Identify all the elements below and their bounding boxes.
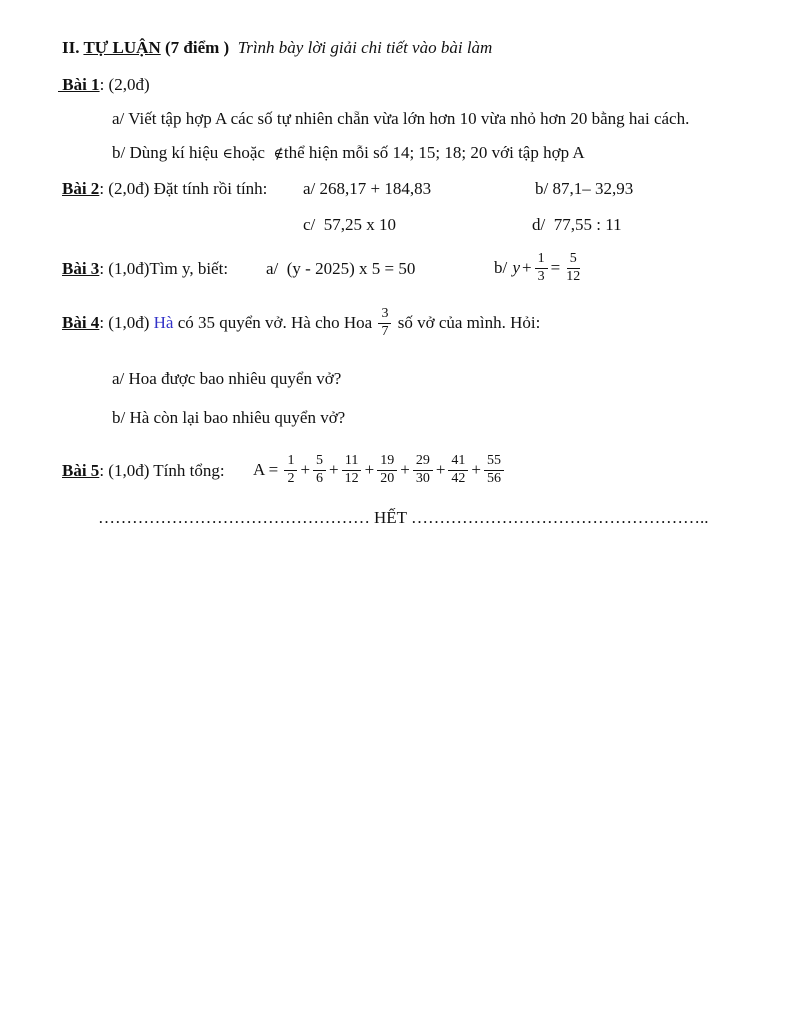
fraction-denominator: 20 bbox=[380, 470, 395, 486]
bai3-heading bbox=[62, 259, 228, 279]
fraction-numerator: 41 bbox=[448, 453, 468, 471]
fraction-term bbox=[484, 453, 504, 488]
fraction-term bbox=[377, 453, 397, 488]
bai4-name-ha: Hà bbox=[153, 313, 174, 332]
not-element-of-symbol: ∉ bbox=[273, 147, 284, 162]
formula-lhs: A = bbox=[253, 460, 283, 479]
bai5-intro: : (1,0đ) Tính tổng: bbox=[99, 461, 225, 480]
bai2-intro: : (2,0đ) Đặt tính rồi tính: bbox=[99, 179, 268, 198]
fraction-term bbox=[342, 453, 362, 488]
fraction-denominator: 12 bbox=[344, 470, 359, 486]
equals-operator: = bbox=[550, 258, 561, 277]
bai1-item-b bbox=[112, 143, 585, 163]
bai1-label: Bài 1 bbox=[58, 75, 100, 94]
bai3-label: Bài 3 bbox=[62, 259, 100, 278]
bai5-label: Bài 5 bbox=[62, 461, 100, 480]
plus-operator: + bbox=[400, 460, 410, 479]
plus-operator: + bbox=[471, 460, 481, 479]
fraction-denominator: 2 bbox=[287, 470, 295, 486]
end-marker bbox=[98, 508, 709, 528]
bai5-formula bbox=[253, 447, 506, 493]
end-dots-left: ………………………………………… bbox=[98, 508, 370, 527]
fraction-3-7 bbox=[378, 306, 391, 341]
bai4-item-a: a/ Hoa được bao nhiêu quyển vở? bbox=[112, 369, 342, 388]
fraction-denominator: 56 bbox=[487, 470, 501, 486]
plus-operator: + bbox=[300, 460, 311, 479]
section-points: (7 điểm ) bbox=[164, 38, 230, 57]
bai3-variable-y: y bbox=[512, 258, 521, 277]
fraction-numerator: 55 bbox=[484, 453, 504, 471]
fraction-numerator: 11 bbox=[342, 453, 361, 471]
bai2-heading bbox=[62, 179, 267, 199]
fraction-denominator: 42 bbox=[451, 470, 466, 486]
bai2-item-a: a/ 268,17 + 184,83 bbox=[303, 179, 432, 198]
bai2-item-b: b/ 87,1– 32,93 bbox=[535, 179, 634, 198]
plus-operator: + bbox=[522, 258, 532, 277]
bai2-item-c: c/ 57,25 x 10 bbox=[303, 215, 397, 234]
section-instruction: Trình bày lời giải chi tiết vào bài làm bbox=[237, 38, 493, 57]
bai4-label: Bài 4 bbox=[62, 313, 100, 332]
end-dots-right: …………………………………………….. bbox=[411, 508, 709, 527]
fraction-numerator: 5 bbox=[313, 453, 326, 471]
fraction-numerator: 1 bbox=[284, 453, 297, 471]
fraction-5-12 bbox=[563, 251, 583, 286]
bai4-item-b: b/ Hà còn lại bao nhiêu quyển vở? bbox=[112, 408, 346, 427]
bai3-item-b-prefix: b/ bbox=[494, 258, 512, 277]
bai3-item-b bbox=[494, 244, 585, 292]
bai1-points: : (2,0đ) bbox=[99, 75, 150, 94]
fraction-1-3 bbox=[535, 251, 548, 286]
plus-operator: + bbox=[435, 460, 446, 479]
fraction-term bbox=[313, 453, 326, 488]
section-number: II. bbox=[62, 38, 80, 57]
section-header bbox=[62, 38, 492, 58]
bai2-item-d: d/ 77,55 : 11 bbox=[532, 215, 622, 234]
fraction-numerator: 29 bbox=[413, 453, 433, 471]
bai1-item-b-prefix: b/ Dùng kí hiệu bbox=[112, 143, 223, 162]
fraction-numerator: 5 bbox=[567, 251, 580, 269]
fraction-denominator: 3 bbox=[537, 268, 545, 284]
bai1-heading bbox=[58, 75, 150, 95]
bai2-label: Bài 2 bbox=[62, 179, 100, 198]
plus-operator: + bbox=[364, 460, 375, 479]
bai1-item-b-suffix: thể hiện mỗi số 14; 15; 18; 20 với tập hợp A bbox=[283, 143, 585, 162]
fraction-denominator: 30 bbox=[415, 470, 430, 486]
fraction-numerator: 19 bbox=[377, 453, 397, 471]
fraction-denominator: 6 bbox=[316, 470, 324, 486]
section-title: TỰ LUẬN bbox=[83, 38, 161, 57]
fraction-numerator: 1 bbox=[535, 251, 548, 269]
bai1-item-b-mid: hoặc bbox=[232, 143, 274, 162]
bai4-text-mid: có 35 quyển vở. Hà cho Hoa bbox=[173, 313, 377, 332]
bai4-points: : (1,0đ) bbox=[99, 313, 154, 332]
fraction-term bbox=[413, 453, 433, 488]
bai4-heading bbox=[62, 300, 540, 346]
bai4-text-end: số vở của mình. Hỏi: bbox=[393, 313, 541, 332]
end-label: HẾT bbox=[374, 508, 408, 527]
plus-operator: + bbox=[329, 460, 339, 479]
bai5-heading bbox=[62, 461, 225, 481]
element-of-symbol: ∈ bbox=[222, 147, 233, 162]
fraction-term bbox=[448, 453, 468, 488]
bai3-intro: : (1,0đ)Tìm y, biết: bbox=[99, 259, 229, 278]
fraction-denominator: 7 bbox=[381, 323, 389, 339]
fraction-numerator: 3 bbox=[378, 306, 391, 324]
bai3-item-a: a/ (y - 2025) x 5 = 50 bbox=[266, 259, 416, 278]
fraction-term bbox=[284, 453, 297, 488]
bai1-item-a: a/ Viết tập hợp A các số tự nhiên chẵn vừa lớn hơn 10 vừa nhỏ hơn 20 bằng hai cách. bbox=[112, 109, 690, 128]
fraction-denominator: 12 bbox=[566, 268, 581, 284]
